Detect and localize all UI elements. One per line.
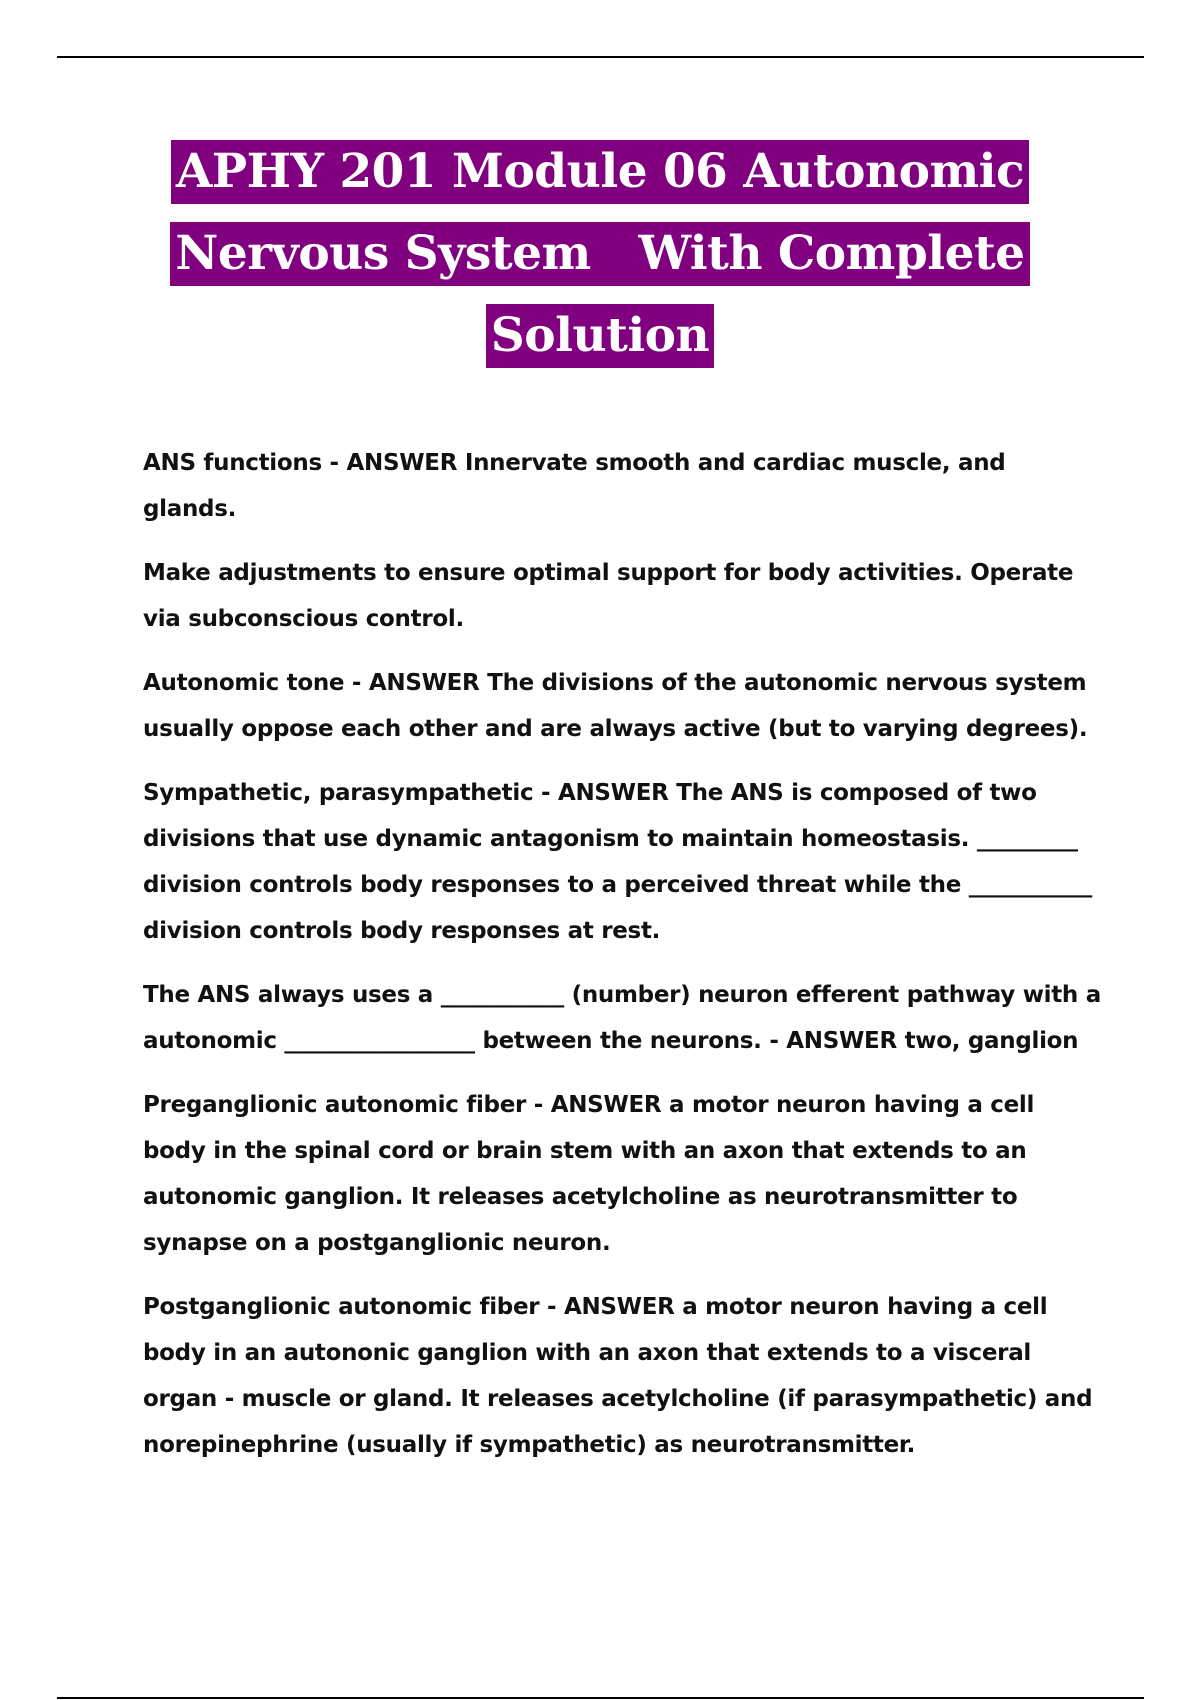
top-rule	[57, 56, 1144, 58]
title-line-1	[100, 140, 1100, 214]
title-line-2-text: Nervous System With Complete	[170, 222, 1029, 286]
title-line-3-text: Solution	[486, 304, 714, 368]
qa-item-efferent-pathway: The ANS always uses a ___________ (number) neuron efferent pathway with a autonomic _________________ between the neurons. - ANSWER two, ganglion	[143, 982, 1101, 1054]
bottom-rule	[57, 1697, 1144, 1699]
title-line-2	[100, 222, 1100, 296]
qa-item-adjustments: Make adjustments to ensure optimal support for body activities. Operate via subconscious control.	[143, 560, 1074, 632]
qa-list	[143, 440, 1103, 1486]
qa-item-autonomic-tone: Autonomic tone - ANSWER The divisions of the autonomic nervous system usually oppose each other and are always active (but to varying degrees).	[143, 670, 1088, 742]
title-line-1-text: APHY 201 Module 06 Autonomic	[171, 140, 1029, 204]
qa-item-postganglionic-fiber: Postganglionic autonomic fiber - ANSWER a motor neuron having a cell body in an autononic ganglion with an axon that extends to a visceral organ - muscle or gland. It releases acetylcholine (if parasympathetic) and norepinephrine (usually if sympathetic) as neurotransmitter.	[143, 1294, 1093, 1458]
qa-item-preganglionic-fiber: Preganglionic autonomic fiber - ANSWER a motor neuron having a cell body in the spinal cord or brain stem with an axon that extends to an autonomic ganglion. It releases acetylcholine as neurotransmitter to synapse on a postganglionic neuron.	[143, 1092, 1035, 1256]
document-title	[100, 140, 1100, 386]
qa-item-sympathetic-parasympathetic: Sympathetic, parasympathetic - ANSWER The ANS is composed of two divisions that use dynamic antagonism to maintain homeostasis. _________ division controls body responses to a perceived threat while the ___________ division controls body responses at rest.	[143, 780, 1092, 944]
title-line-3	[100, 304, 1100, 378]
qa-item-ans-functions: ANS functions - ANSWER Innervate smooth and cardiac muscle, and glands.	[143, 450, 1006, 522]
